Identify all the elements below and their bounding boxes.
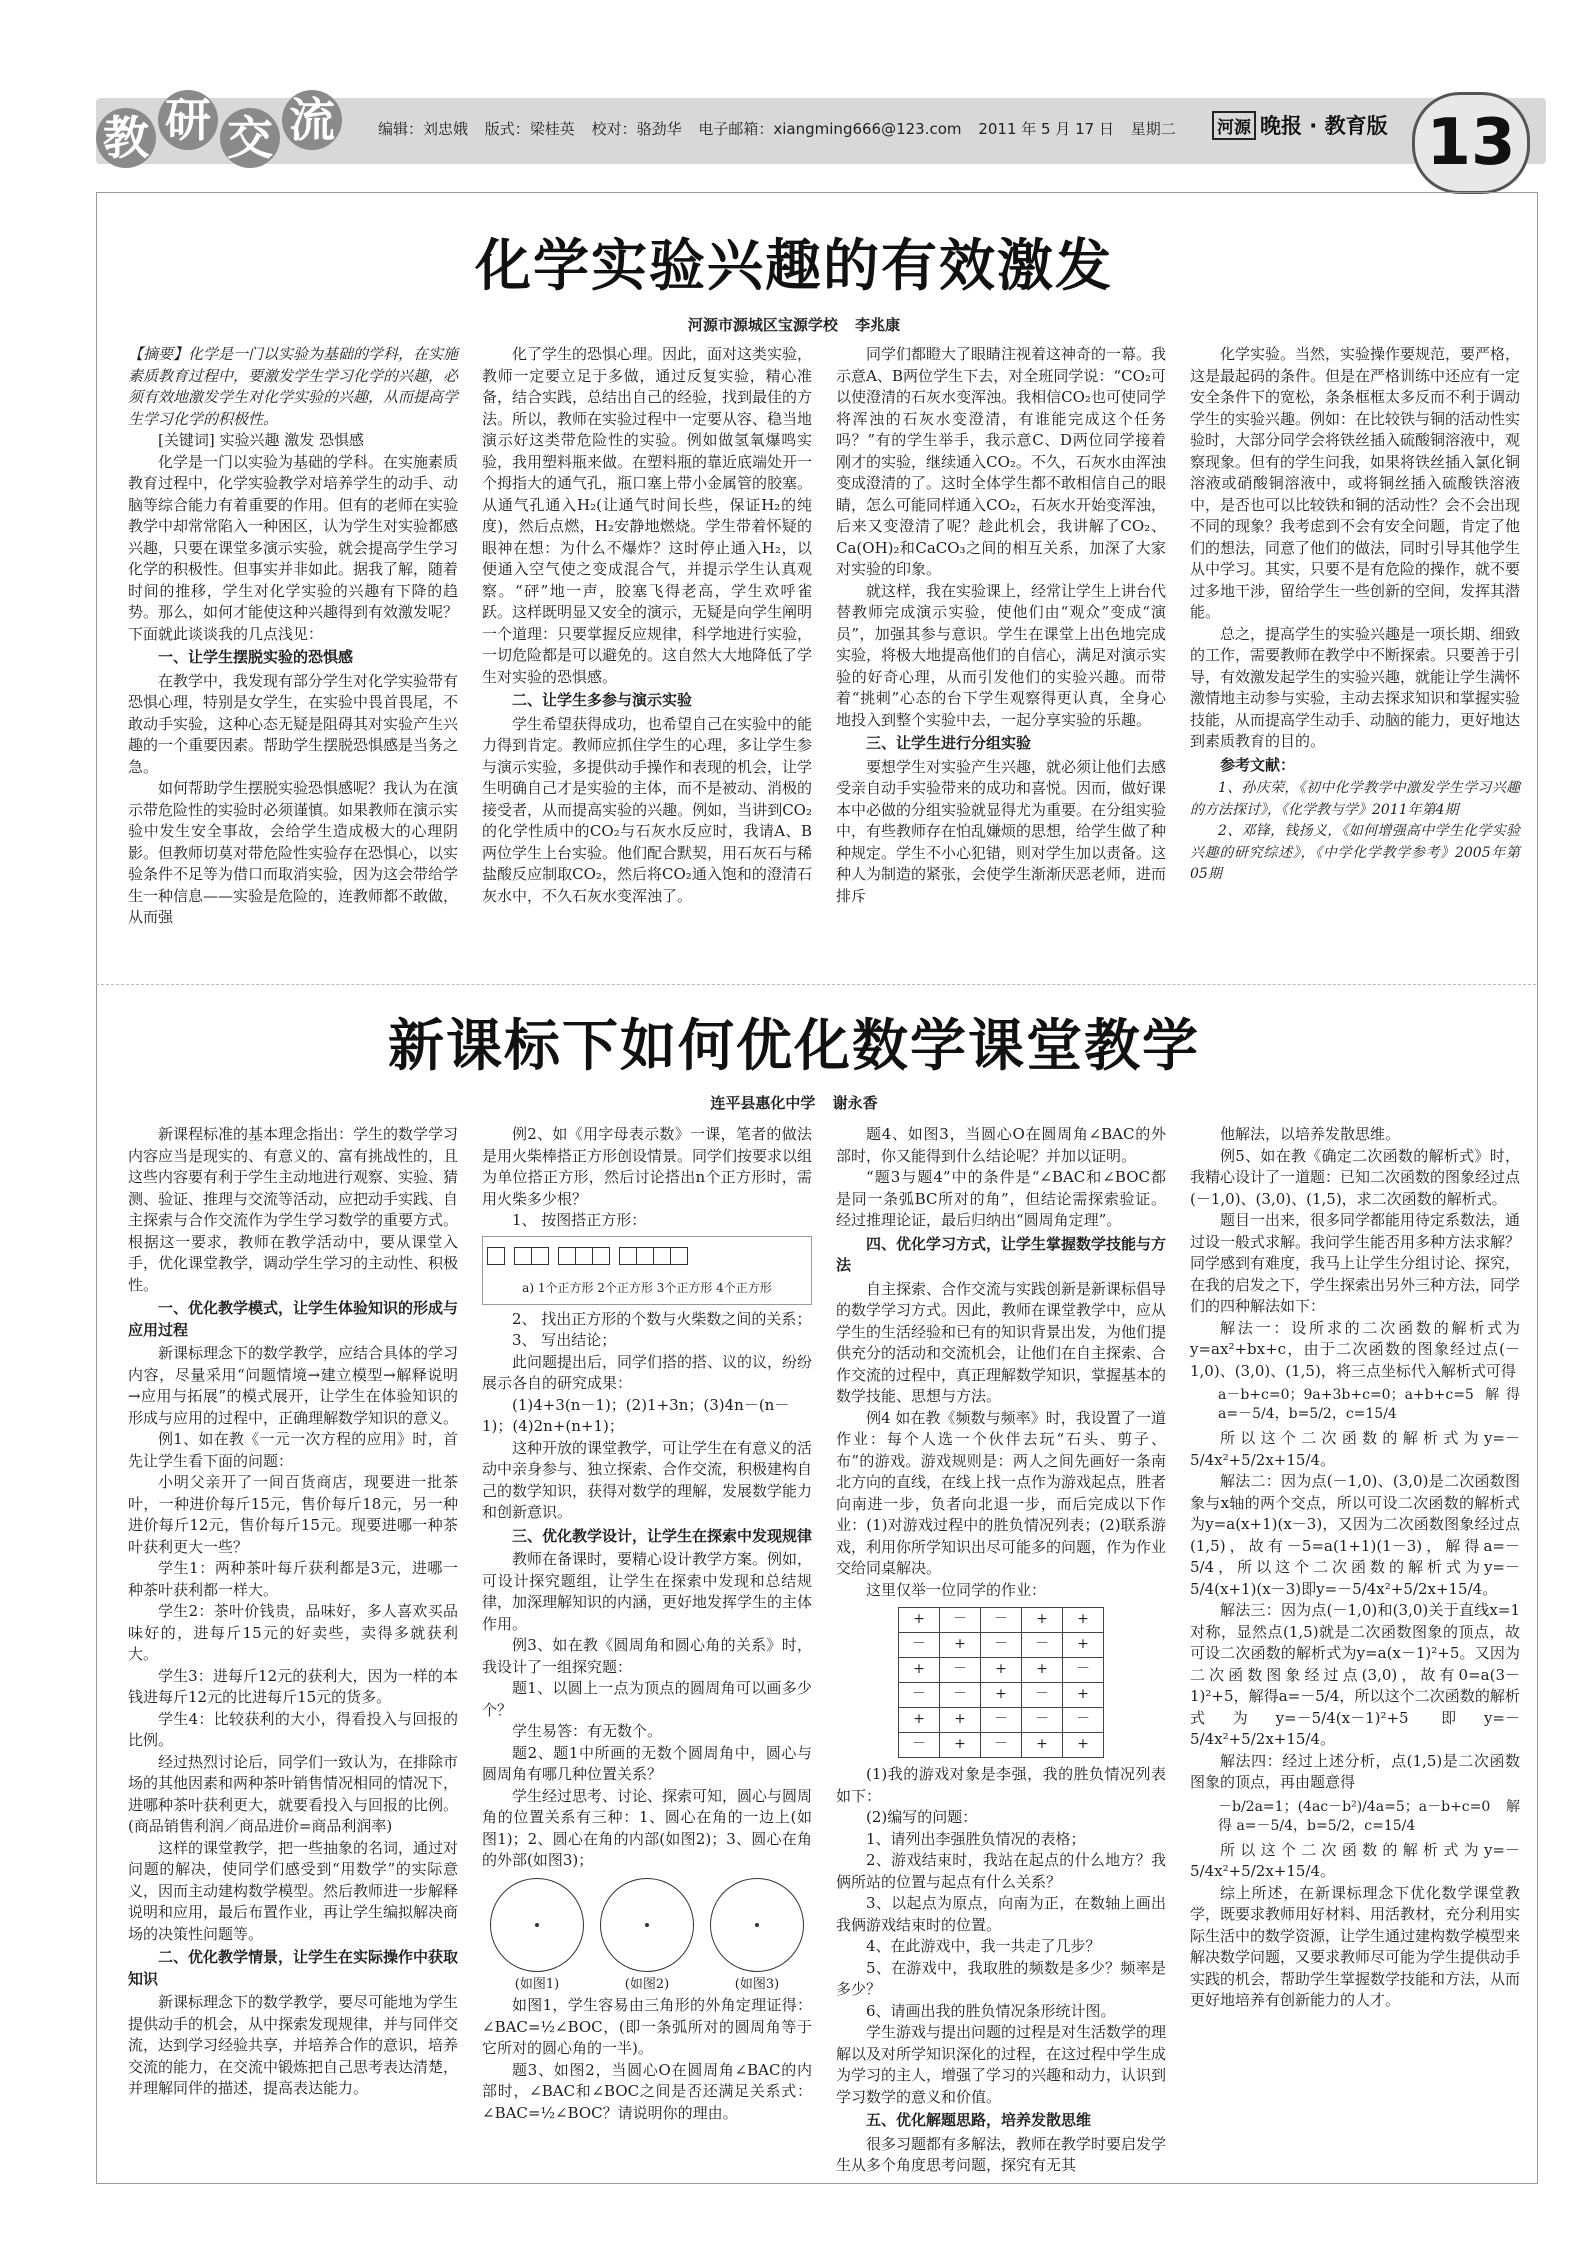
paragraph: 总之，提高学生的实验兴趣是一项长期、细致的工作，需要教师在教学中不断探索。只要善于引导，有效激发起学生的实验兴趣，就能让学生满怀激情地主动参与实验，主动去探求知识和掌握实验技能，从而提高学生动手、动脑的能力，更好地达到素质教育的目的。 (1190, 624, 1521, 750)
equation-system-2: －b/2a=1；(4ac－b²)/4a=5；a－b+c=0 解得 a=－5/4，b=5/2，c=15/4 (1218, 1798, 1520, 1834)
paragraph: 新课标理念下的数学教学，要尽可能地为学生提供动手的机会，从中探索发现规律，并与同伴交流，达到学习经验共享，并培养合作的意识，培养交流的能力，在交流中锻炼把自己思考表达清楚，并理解同伴的描述，提高表达能力。 (128, 1993, 459, 2097)
paragraph: 教师在备课时，要精心设计教学方案。例如，可设计探究题组，让学生在探索中发现和总结规律，加深理解知识的内涵，更好地发挥学生的主体作用。 (482, 1550, 813, 1633)
table-row (899, 1633, 1104, 1658)
table-row (899, 1658, 1104, 1683)
circle-figure-1 (490, 1878, 584, 1972)
paragraph: 学生希望获得成功，也希望自己在实验中的能力得到肯定。教师应抓住学生的心理，多让学生参与演示实验，多提供动手操作和表现的机会，让学生明确自己才是实验的主体，而不是被动、消极的接受者，从而提高实验的兴趣。例如，当讲到CO₂的化学性质中的CO₂与石灰水反应时，我请A、B两位学生上台实验。他们配合默契，用石灰石与稀盐酸反应制取CO₂，然后将CO₂通入饱和的澄清石灰水中，不久石灰水变浑浊了。 (482, 714, 813, 905)
table-row (899, 1733, 1104, 1758)
table-cell: + (1063, 1733, 1104, 1758)
paragraph: 3、 写出结论； (512, 1331, 617, 1349)
table-cell: － (940, 1683, 981, 1708)
paragraph: 新课程标准的基本理念指出：学生的数学学习内容应当是现实的、有意义的、富有挑战性的，且这些内容要有利于学生主动地进行观察、实验、猜测、验证、推理与交流等活动，应把动手实践、自主探索与合作交流作为学生学习数学的重要方式。根据这一要求，教师在教学活动中，要从课堂入手，优化课堂教学，调动学生学习的主动性、积极性。 (128, 1125, 459, 1294)
paragraph: 此问题提出后，同学们搭的搭、议的议，纷纷展示各自的研究成果： (482, 1352, 813, 1392)
article2-column-4 (1190, 1124, 1520, 2164)
paragraph: 同学们都瞪大了眼睛注视着这神奇的一幕。我示意A、B两位学生下去，对全班同学说：“CO₂可以使澄清的石灰水变浑浊。我相信CO₂也可使同学将浑浊的石灰水变澄清，有谁能完成这个任务吗？”有的学生举手，我示意C、D两位同学接着刚才的实验，继续通入CO₂。不久，石灰水由浑浊变成澄清的了。这时全体学生都不敢相信自己的眼睛，怎么可能同样通入CO₂，石灰水开始变浑浊，后来又变澄清了呢？趁此机会，我讲解了CO₂、Ca(OH)₂和CaCO₃之间的相互关系，加深了大家对实验的印象。 (836, 345, 1167, 578)
square-group-3 (558, 1247, 609, 1273)
issue-weekday: 星期二 (1130, 120, 1176, 138)
table-cell: + (1022, 1608, 1063, 1633)
reference-item: 2、邓锋，钱扬义，《如何增强高中学生化学实验兴趣的研究综述》，《中学化学教学参考》2005年第05期 (1190, 823, 1520, 882)
article1-columns (128, 344, 1520, 964)
circle-figure-captions (482, 1974, 812, 1996)
paragraph: 解法四：经过上述分析，点(1,5)是二次函数图象的顶点，再由题意得 (1190, 1751, 1520, 1791)
article2-columns (128, 1124, 1521, 2174)
article1-keywords: [关键词] 实验兴趣 激发 恐惧感 (158, 431, 365, 449)
table-cell: + (981, 1683, 1022, 1708)
table-row (899, 1608, 1104, 1633)
table-cell: － (940, 1658, 981, 1683)
paragraph: 例4 如在教《频数与频率》时，我设置了一道作业：每个人选一个伙伴去玩“石头、剪子、布”的游戏。游戏规则是：两人之间先画好一条南北方向的直线，在线上找一点作为游戏起点，胜者向南进一步，负者向北退一步，而后完成以下作业：(1)对游戏过程中的胜负情况列表；(2)联系游戏，利用你所学知识出尽可能多的问题，作为作业交给同桌解决。 (836, 1408, 1167, 1577)
paragraph: 6、请画出我的胜负情况条形统计图。 (866, 2001, 1116, 2020)
paragraph: 这样的课堂教学，把一些抽象的名词，通过对问题的解决，使同学们感受到“用数学”的实际意义，因而主动建构数学模型。然后教师进一步解释说明和应用，最后布置作业，再让学生编拟解决商场的决策性问题等。 (128, 1838, 459, 1943)
paragraph: 1、 按图搭正方形： (512, 1211, 647, 1229)
article1-column-4 (1190, 344, 1520, 964)
article1-title: 化学实验兴趣的有效激发 (475, 234, 1113, 299)
paragraph: 自主探索、合作交流与实践创新是新课标倡导的数学学习方式。因此，教师在课堂教学中，应从学生的生活经验和已有的知识背景出发，为他们提供充分的活动和交流机会，让他们在自主探索、合作交流的过程中，真正理解数学知识，掌握基本的数学技能、思想与方法。 (836, 1279, 1167, 1405)
paragraph: 例1、如在教《一元一次方程的应用》时，首先让学生看下面的问题： (128, 1430, 458, 1470)
paragraph: 新课标理念下的数学教学，应结合具体的学习内容，尽量采用“问题情境→建立模型→解释说明→应用与拓展”的模式展开，让学生在体验知识的形成与应用的过程中，正确理解数学知识的意义。 (128, 1344, 459, 1427)
paragraph: 题3、如图2，当圆心O在圆周角∠BAC的内部时，∠BAC和∠BOC之间是否还满足关系式：∠BAC=½∠BOC？请说明你的理由。 (482, 2060, 812, 2122)
paragraph: “题3与题4”中的条件是“∠BAC和∠BOC都是同一条弧BC所对的角”，但结论需探索验证。经过推理论证，最后归纳出“圆周角定理”。 (836, 1168, 1166, 1229)
section-heading: 三、优化教学设计，让学生在探索中发现规律 (512, 1526, 813, 1545)
article1-column-2 (482, 344, 812, 964)
table-cell: － (981, 1708, 1022, 1733)
paragraph: 这里仅举一位同学的作业： (866, 1580, 1047, 1599)
section-logo-char: 研 (158, 90, 218, 150)
table-cell: + (899, 1658, 940, 1683)
paragraph: 学生2：茶叶价钱贵，品味好，多人喜欢买品味好的，进每斤15元的好卖些，卖得多就获利大。 (128, 1602, 458, 1663)
table-cell: + (940, 1633, 981, 1658)
matchstick-figure (482, 1236, 812, 1305)
circle-figures (482, 1878, 812, 1972)
paragraph: 例2、如《用字母表示数》一课，笔者的做法是用火柴棒搭正方形创设情景。同学们按要求以组为单位搭正方形，然后讨论搭出n个正方形时，需用火柴多少根？ (482, 1125, 813, 1208)
editor-credit: 编辑：刘忠娥 (378, 120, 469, 138)
circle-figure-3 (710, 1878, 804, 1972)
square-group-1 (487, 1247, 504, 1273)
figure-caption: (如图2) (624, 1976, 670, 1992)
table-cell: － (1022, 1708, 1063, 1733)
paragraph: 化学是一门以实验为基础的学科。在实施素质教育过程中，化学实验教学对培养学生的动手、动脑等综合能力有着重要的作用。但有的老师在实验教学中却常常陷入一种困区，认为学生对实验都感兴趣，只要在课堂多演示实验，就会提高学生学习化学的积极性。但事实并非如此。据我了解，随着时间的推移，学生对化学实验的兴趣有下降的趋势。那么，如何才能使这种兴趣得到有效激发呢？下面就此谈谈我的几点浅见： (128, 452, 459, 643)
page-number: 13 (1412, 92, 1530, 194)
email-credit[interactable]: 电子邮箱：xiangming666@123.com (698, 120, 962, 138)
figure-caption: (如图1) (514, 1976, 560, 1992)
article2-author: 谢永香 (832, 1094, 878, 1112)
paper-brand-logo: 河源 (1212, 111, 1256, 140)
references-heading: 参考文献： (1220, 755, 1296, 774)
paragraph: (2)编写的问题： (866, 1808, 978, 1826)
article2-school: 连平县惠化中学 (710, 1094, 816, 1112)
table-cell: + (899, 1608, 940, 1633)
paragraph: 如图1，学生容易由三角形的外角定理证得：∠BAC=½∠BOC，(即一条弧所对的圆周角等于它所对的圆心角的一半)。 (482, 1996, 812, 2057)
masthead (0, 0, 1588, 200)
paragraph: 学生3：进每斤12元的获利大，因为一样的本钱进每斤12元的比进每斤15元的货多。 (128, 1666, 458, 1706)
table-cell: － (1063, 1658, 1104, 1683)
article1-column-1 (128, 344, 458, 964)
matchstick-caption: a) 1个正方形 2个正方形 3个正方形 4个正方形 (522, 1281, 772, 1295)
paragraph: 综上所述，在新课标理念下优化数学课堂教学，既要求教师用好材料、用活教材，充分利用实际生活中的数学资源，让学生通过建构数学模型来解决数学问题，又要求教师尽可能为学生提供动手实践的机会，帮助学生掌握数学技能和方法，从而更好地培养有创新能力的人才。 (1190, 1883, 1521, 2009)
article2-column-3 (836, 1124, 1167, 2174)
paragraph: (1)4+3(n－1)；(2)1+3n；(3)4n－(n－1)；(4)2n+(n+1)； (482, 1395, 790, 1435)
paragraph: 在教学中，我发现有部分学生对化学实验带有恐惧心理，特别是女学生，在实验中畏首畏尾，不敢动手实验，这种心态无疑是阻碍其对实验产生兴趣的一个重要因素。帮助学生摆脱恐惧感是当务之急。 (128, 671, 459, 776)
table-cell: + (1022, 1658, 1063, 1683)
paragraph: (1)我的游戏对象是李强，我的胜负情况列表如下： (836, 1765, 1166, 1805)
paragraph: 很多习题都有多解法，教师在教学时要启发学生从多个角度思考问题，探究有无其 (836, 2134, 1167, 2174)
table-cell: － (1022, 1683, 1063, 1708)
table-cell: － (899, 1683, 940, 1708)
section-logo-char: 流 (282, 90, 342, 150)
paragraph: 化了学生的恐惧心理。因此，面对这类实验，教师一定要立足于多做，通过反复实验，精心准备，结合实践，总结出自己的经验，找到最佳的方法。所以，教师在实验过程中一定要从容、稳当地演示好这类带危险性的实验。例如做氢氧爆鸣实验，我用塑料瓶来做。在塑料瓶的靠近底端处开一个拇指大的通气孔，瓶口塞上带小金属管的胶塞。从通气孔通入H₂(让通气时间长些，保证H₂的纯度)，然后点燃，H₂安静地燃烧。学生带着怀疑的眼神在想：为什么不爆炸？这时停止通入H₂，以便通入空气使之变成混合气，并提示学生认真观察。“砰”地一声，胶塞飞得老高，学生欢呼雀跃。这样既明显又安全的演示，无疑是向学生阐明一个道理：只要掌握反应规律，科学地进行实验，一切危险都是可以避免的。这自然大大地降低了学生对实验的恐惧感。 (482, 345, 813, 686)
paragraph: 化学实验。当然，实验操作要规范，要严格，这是最起码的条件。但是在严格训练中还应有一定安全条件下的宽松，条条框框太多反而不利于调动学生的实验兴趣。例如：在比较铁与铜的活动性实验时，大部分同学会将铁丝插入硫酸铜溶液中，观察现象。但有的学生问我，如果将铁丝插入氯化铜溶液或硝酸铜溶液中，或将铜丝插入硫酸铁溶液中，是否也可以比较铁和铜的活动性？会不会出现不同的现象？我考虑到不会有安全问题，肯定了他们的想法，同意了他们的做法，同时引导其他学生从中学习。其实，只要不是有危险的操作，就不要过多地干涉，留给学生一些创新的空间，发挥其潜能。 (1190, 345, 1521, 621)
article-separator (96, 984, 1536, 985)
paragraph: 解法一：设所求的二次函数的解析式为y=ax²+bx+c，由于二次函数的图象经过点(－1,0)、(3,0)、(1,5)，将三点坐标代入解析式可得 (1190, 1318, 1520, 1380)
table-cell: － (899, 1633, 940, 1658)
table-cell: + (940, 1733, 981, 1758)
paragraph: 题4、如图3，当圆心O在圆周角∠BAC的外部时，你又能得到什么结论呢？并加以证明。 (836, 1125, 1166, 1165)
paragraph: 小明父亲开了一间百货商店，现要进一批茶叶，一种进价每斤15元，售价每斤18元，另一种进价每斤12元，售价每斤15元。现要进哪一种茶叶获利更大一些？ (128, 1473, 458, 1556)
section-heading: 四、优化学习方式，让学生掌握数学技能与方法 (836, 1234, 1167, 1274)
article2-column-2 (482, 1124, 812, 2164)
paragraph: 就这样，我在实验课上，经常让学生上讲台代替教师完成演示实验，使他们由“观众”变成“演员”，加强其参与意识。学生在课堂上出色地完成实验，将极大地提高他们的自信心，满足对演示实验的好奇心理，从而引发他们的实验兴趣。而带着“挑刺”心态的台下学生观察得更认真，全身心地投入到整个实验中去，一起分享实验的乐趣。 (836, 581, 1167, 729)
paper-name (1212, 110, 1388, 140)
article1-author: 李兆康 (855, 316, 901, 334)
paragraph: 如何帮助学生摆脱实验恐惧感呢？我认为在演示带危险性的实验时必须谨慎。如果教师在演示实验中发生安全事故，会给学生造成极大的心理阴影。但教师切莫对带危险性实验存在恐惧心，以实验条件不足等为借口而取消实验，因为这会带给学生一种信息——实验是危险的，连教师都不敢做，从而强 (128, 779, 459, 926)
game-result-table (898, 1607, 1104, 1758)
table-cell: － (899, 1733, 940, 1758)
paragraph: 学生1：两种茶叶每斤获利都是3元，进哪一种茶叶获利都一样大。 (128, 1559, 458, 1599)
paragraph: 他解法，以培养发散思维。 (1220, 1125, 1401, 1143)
section-heading: 二、让学生多参与演示实验 (512, 691, 693, 709)
paragraph: 这种开放的课堂教学，可让学生在有意义的活动中亲身参与、独立探索、合作交流，积极建构自己的数学知识，获得对数学的理解，发展数学能力和创新意识。 (482, 1438, 813, 1521)
table-cell: + (1063, 1633, 1104, 1658)
proof-credit: 校对：骆劲华 (591, 120, 682, 138)
square-group-4 (619, 1247, 687, 1273)
article2-title: 新课标下如何优化数学课堂教学 (388, 1014, 1200, 1079)
article1-abstract: 【摘要】化学是一门以实验为基础的学科，在实施素质教育过程中，要激发学生学习化学的兴趣，必须有效地激发学生对化学实验的兴趣，从而提高学生学习化学的积极性。 (128, 345, 459, 428)
table-cell: + (940, 1708, 981, 1733)
paragraph: 要想学生对实验产生兴趣，就必须让他们去感受亲自动手实验带来的成功和喜悦。因而，做好课本中必做的分组实验就显得尤为重要。在分组实验中，有些教师存在怕乱嫌烦的思想，给学生做了种种规定。学生不小心犯错，则对学生加以责备。这种人为制造的紧张，会使学生渐渐厌恶老师，进而排斥 (836, 757, 1167, 905)
paragraph: 题2、题1中所画的无数个圆周角中，圆心与圆周角有哪几种位置关系？ (482, 1743, 812, 1783)
table-cell: － (940, 1608, 981, 1633)
paragraph: 所以这个二次函数的解析式为y=－5/4x²+5/2x+15/4。 (1190, 1429, 1520, 1469)
table-cell: － (981, 1608, 1022, 1633)
paper-edition: 晚报 · 教育版 (1260, 114, 1388, 138)
paragraph: 解法三：因为点(－1,0)和(3,0)关于直线x=1对称，显然点(1,5)就是二次函数图象的顶点，故可设二次函数的解析式为y=a(x－1)²+5。又因为二次函数图象经过点(3,0)，故有0=a(3－1)²+5，解得a=－5/4，所以这个二次函数的解析式为y=－5/4(x－1)²+5 即y=－5/4x²+5/2x+15/4。 (1190, 1601, 1520, 1748)
table-row (899, 1708, 1104, 1733)
paragraph: 学生易答：有无数个。 (512, 1722, 663, 1740)
figure-caption: (如图3) (734, 1976, 780, 1992)
table-cell: － (981, 1633, 1022, 1658)
paragraph: 2、游戏结束时，我站在起点的什么地方？我俩所站的位置与起点有什么关系？ (836, 1851, 1166, 1891)
table-cell: + (1063, 1683, 1104, 1708)
issue-date: 2011 年 5 月 17 日 (978, 120, 1114, 138)
circle-figure-2 (600, 1878, 694, 1972)
table-cell: － (981, 1733, 1022, 1758)
paragraph: 题目一出来，很多同学都能用待定系数法，通过设一般式求解。我问学生能否用多种方法求解？同学感到有难度，我马上让学生分组讨论、探究，在我的启发之下，学生探索出另外三种方法，同学们的四种解法如下： (1190, 1211, 1521, 1315)
article1-byline (0, 314, 1588, 335)
article2-column-1 (128, 1124, 458, 2164)
article2-byline (0, 1092, 1588, 1113)
table-row (899, 1683, 1104, 1708)
paragraph: 学生游戏与提出问题的过程是对生活数学的理解以及对所学知识深化的过程，在这过程中学生成为学习的主人，增强了学习的兴趣和动力，认识到学习数学的意义和价值。 (836, 2023, 1167, 2106)
table-cell: － (1022, 1633, 1063, 1658)
paragraph: 解法二：因为点(－1,0)、(3,0)是二次函数图象与x轴的两个交点，所以可设二次函数的解析式为y=a(x+1)(x－3)，又因为二次函数图象经过点(1,5)，故有－5=a(1+1)(1－3)，解得a=－5/4，所以这个二次函数的解析式为y=－5/4(x+1)(x－3)即y=－5/4x²+5/2x+15/4。 (1190, 1472, 1520, 1598)
table-cell: + (1022, 1733, 1063, 1758)
section-heading: 一、让学生摆脱实验的恐惧感 (158, 648, 354, 666)
paragraph: 学生4：比较获利的大小，得看投入与回报的比例。 (128, 1709, 458, 1749)
paragraph: 例5、如在教《确定二次函数的解析式》时，我精心设计了一道题：已知二次函数的图象经过点(－1,0)、(3,0)、(1,5)，求二次函数的解析式。 (1190, 1146, 1521, 1208)
paragraph: 学生经过思考、讨论、探索可知，圆心与圆周角的位置关系有三种：1、圆心在角的一边上(如图1)；2、圆心在角的内部(如图2)；3、圆心在角的外部(如图3)； (482, 1786, 813, 1869)
table-cell: － (1063, 1708, 1104, 1733)
paragraph: 1、请列出李强胜负情况的表格； (866, 1829, 1086, 1848)
paragraph: 题1、以圆上一点为顶点的圆周角可以画多少个？ (482, 1679, 812, 1719)
layout-credit: 版式：梁桂英 (484, 120, 575, 138)
section-logo-char: 教 (96, 108, 156, 168)
article1-school: 河源市源城区宝源学校 (687, 316, 838, 334)
table-cell: + (981, 1658, 1022, 1683)
paragraph: 3、以起点为原点，向南为正，在数轴上画出我俩游戏结束时的位置。 (836, 1894, 1166, 1934)
reference-item: 1、孙庆荣，《初中化学教学中激发学生学习兴趣的方法探讨》，《化学教与学》2011年第4期 (1190, 780, 1520, 818)
masthead-credits (378, 118, 1188, 139)
paragraph: 4、在此游戏中，我一共走了几步？ (866, 1937, 1101, 1955)
paragraph: 2、 找出正方形的个数与火柴数之间的关系； (512, 1309, 812, 1328)
table-cell: + (899, 1708, 940, 1733)
section-logo-char: 交 (220, 108, 280, 168)
equation-system-1: a－b+c=0；9a+3b+c=0；a+b+c=5 解得 a=－5/4，b=5/2，c=15/4 (1218, 1387, 1520, 1422)
section-heading: 二、优化教学情景，让学生在实际操作中获取知识 (128, 1948, 459, 1988)
square-group-2 (514, 1247, 548, 1273)
section-heading: 三、让学生进行分组实验 (866, 734, 1032, 752)
matchstick-squares (487, 1247, 807, 1273)
section-logo (96, 88, 342, 168)
section-heading: 五、优化解题思路，培养发散思维 (866, 2111, 1092, 2129)
section-heading: 一、优化教学模式，让学生体验知识的形成与应用过程 (128, 1299, 459, 1339)
paragraph: 所以这个二次函数的解析式为y=－5/4x²+5/2x+15/4。 (1190, 1840, 1520, 1880)
article1-column-3 (836, 344, 1166, 964)
paragraph: 例3、如在教《圆周角和圆心角的关系》时，我设计了一组探究题： (482, 1636, 812, 1676)
table-cell: + (1063, 1608, 1104, 1633)
paragraph: 经过热烈讨论后，同学们一致认为，在排除市场的其他因素和两种茶叶销售情况相同的情况下，进哪种茶叶获利更大，就要看投入与回报的比例。(商品销售利润／商品进价=商品利润率) (128, 1752, 459, 1835)
paragraph: 5、在游戏中，我取胜的频数是多少？频率是多少？ (836, 1958, 1166, 1998)
